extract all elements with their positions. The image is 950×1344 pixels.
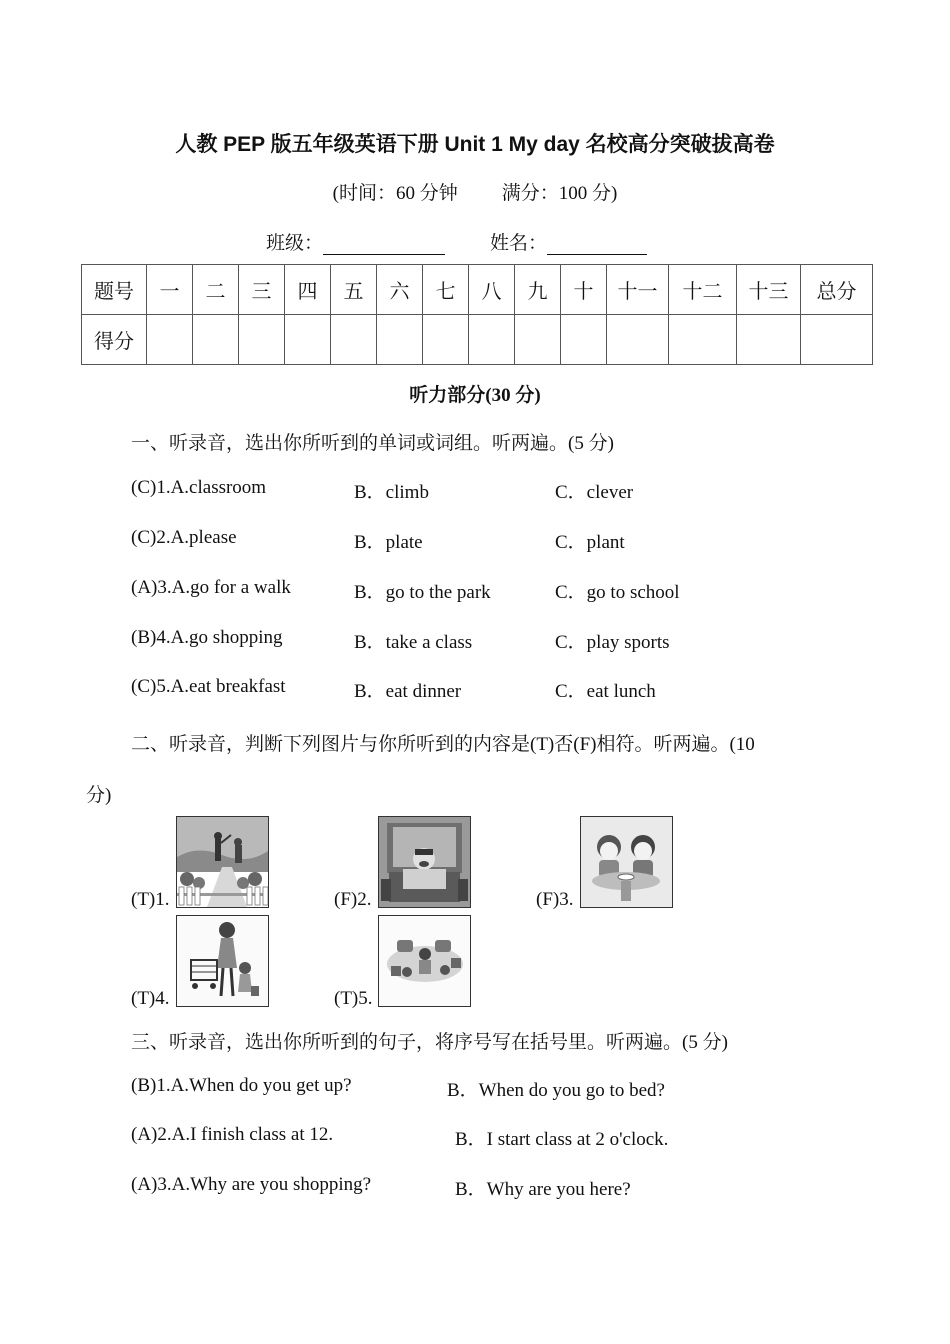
s2-picture-3 bbox=[580, 816, 673, 908]
score-cell[interactable] bbox=[239, 315, 285, 365]
s2-item2-label: (F)2. bbox=[334, 889, 372, 910]
s1-q5-option-a: (C)5.A.eat breakfast bbox=[131, 676, 286, 697]
page-title: 人教 PEP 版五年级英语下册 Unit 1 My day 名校高分突破拔高卷 bbox=[175, 133, 775, 156]
header-cell: 九 bbox=[515, 265, 561, 315]
children-playing-illustration bbox=[379, 916, 470, 1006]
s1-q5-option-b: B．eat dinner bbox=[354, 681, 462, 702]
score-cell[interactable] bbox=[423, 315, 469, 365]
s1-q2-option-b: B．plate bbox=[354, 532, 423, 553]
listening-header: 听力部分(30 分) bbox=[409, 385, 541, 406]
s1-q1-option-c: C．clever bbox=[555, 482, 634, 503]
s3-q2-option-b: B．I start class at 2 o'clock. bbox=[455, 1129, 669, 1150]
s1-q3-option-b: B．go to the park bbox=[354, 582, 491, 603]
s1-q5-option-c: C．eat lunch bbox=[555, 681, 656, 702]
s1-q3-option-a: (A)3.A.go for a walk bbox=[131, 577, 291, 598]
s2-picture-5 bbox=[378, 915, 471, 1007]
header-cell: 题号 bbox=[82, 265, 147, 315]
header-cell: 五 bbox=[331, 265, 377, 315]
family-walk-illustration bbox=[177, 817, 268, 907]
score-cell[interactable] bbox=[285, 315, 331, 365]
header-cell: 十二 bbox=[669, 265, 737, 315]
section2-heading-line1: 二、听录音，判断下列图片与你所听到的内容是(T)否(F)相符。听两遍。(10 bbox=[131, 734, 755, 755]
time-limit: (时间：60 分钟 bbox=[332, 183, 458, 204]
score-cell[interactable] bbox=[607, 315, 669, 365]
header-cell: 十三 bbox=[737, 265, 801, 315]
score-cell[interactable] bbox=[377, 315, 423, 365]
header-cell: 七 bbox=[423, 265, 469, 315]
s3-q1-option-b: B．When do you go to bed? bbox=[447, 1080, 665, 1101]
s3-q3-option-a: (A)3.A.Why are you shopping? bbox=[131, 1174, 372, 1195]
s2-picture-2 bbox=[378, 816, 471, 908]
s2-item4-label: (T)4. bbox=[131, 988, 170, 1009]
s2-picture-1 bbox=[176, 816, 269, 908]
s1-q4-option-b: B．take a class bbox=[354, 632, 473, 653]
score-cell[interactable] bbox=[147, 315, 193, 365]
header-cell: 十一 bbox=[607, 265, 669, 315]
score-cell[interactable] bbox=[561, 315, 607, 365]
header-cell: 二 bbox=[193, 265, 239, 315]
score-cell[interactable] bbox=[469, 315, 515, 365]
section3-heading: 三、听录音，选出你所听到的句子，将序号写在括号里。听两遍。(5 分) bbox=[131, 1032, 728, 1053]
s2-item5-label: (T)5. bbox=[334, 988, 373, 1009]
s1-q4-option-c: C．play sports bbox=[555, 632, 670, 653]
score-cell[interactable] bbox=[515, 315, 561, 365]
score-cell[interactable] bbox=[331, 315, 377, 365]
s1-q2-option-c: C．plant bbox=[555, 532, 625, 553]
s2-item1-label: (T)1. bbox=[131, 889, 170, 910]
s3-q2-option-a: (A)2.A.I finish class at 12. bbox=[131, 1124, 334, 1145]
score-table-header-row bbox=[82, 265, 873, 315]
s2-item3-label: (F)3. bbox=[536, 889, 574, 910]
score-cell[interactable] bbox=[801, 315, 873, 365]
class-label: 班级： bbox=[266, 233, 324, 254]
score-table bbox=[81, 264, 873, 365]
s1-q1-option-b: B．climb bbox=[354, 482, 429, 503]
children-eating-illustration bbox=[581, 817, 672, 907]
s3-q3-option-b: B．Why are you here? bbox=[455, 1179, 631, 1200]
mother-shopping-illustration bbox=[177, 916, 268, 1006]
s1-q2-option-a: (C)2.A.please bbox=[131, 527, 237, 548]
full-score: 满分：100 分) bbox=[501, 183, 618, 204]
s1-q1-option-a: (C)1.A.classroom bbox=[131, 477, 267, 498]
name-blank[interactable] bbox=[547, 234, 647, 255]
header-cell: 三 bbox=[239, 265, 285, 315]
header-cell: 八 bbox=[469, 265, 515, 315]
header-cell: 十 bbox=[561, 265, 607, 315]
s1-q4-option-a: (B)4.A.go shopping bbox=[131, 627, 283, 648]
boy-in-bed-illustration bbox=[379, 817, 470, 907]
exam-subtitle bbox=[0, 178, 950, 205]
class-blank[interactable] bbox=[323, 234, 445, 255]
section2-heading-line2: 分) bbox=[86, 785, 112, 806]
score-cell[interactable] bbox=[669, 315, 737, 365]
score-cell[interactable] bbox=[737, 315, 801, 365]
score-cell[interactable] bbox=[193, 315, 239, 365]
s1-q3-option-c: C．go to school bbox=[555, 582, 680, 603]
header-cell: 总分 bbox=[801, 265, 873, 315]
name-field bbox=[490, 228, 647, 255]
header-cell: 四 bbox=[285, 265, 331, 315]
class-field bbox=[266, 228, 445, 255]
header-cell: 一 bbox=[147, 265, 193, 315]
name-label: 姓名： bbox=[490, 233, 548, 254]
score-table-score-row bbox=[82, 315, 873, 365]
s3-q1-option-a: (B)1.A.When do you get up? bbox=[131, 1075, 352, 1096]
s2-picture-4 bbox=[176, 915, 269, 1007]
header-cell: 六 bbox=[377, 265, 423, 315]
section1-heading: 一、听录音，选出你所听到的单词或词组。听两遍。(5 分) bbox=[131, 433, 614, 454]
score-row-label: 得分 bbox=[82, 315, 147, 365]
